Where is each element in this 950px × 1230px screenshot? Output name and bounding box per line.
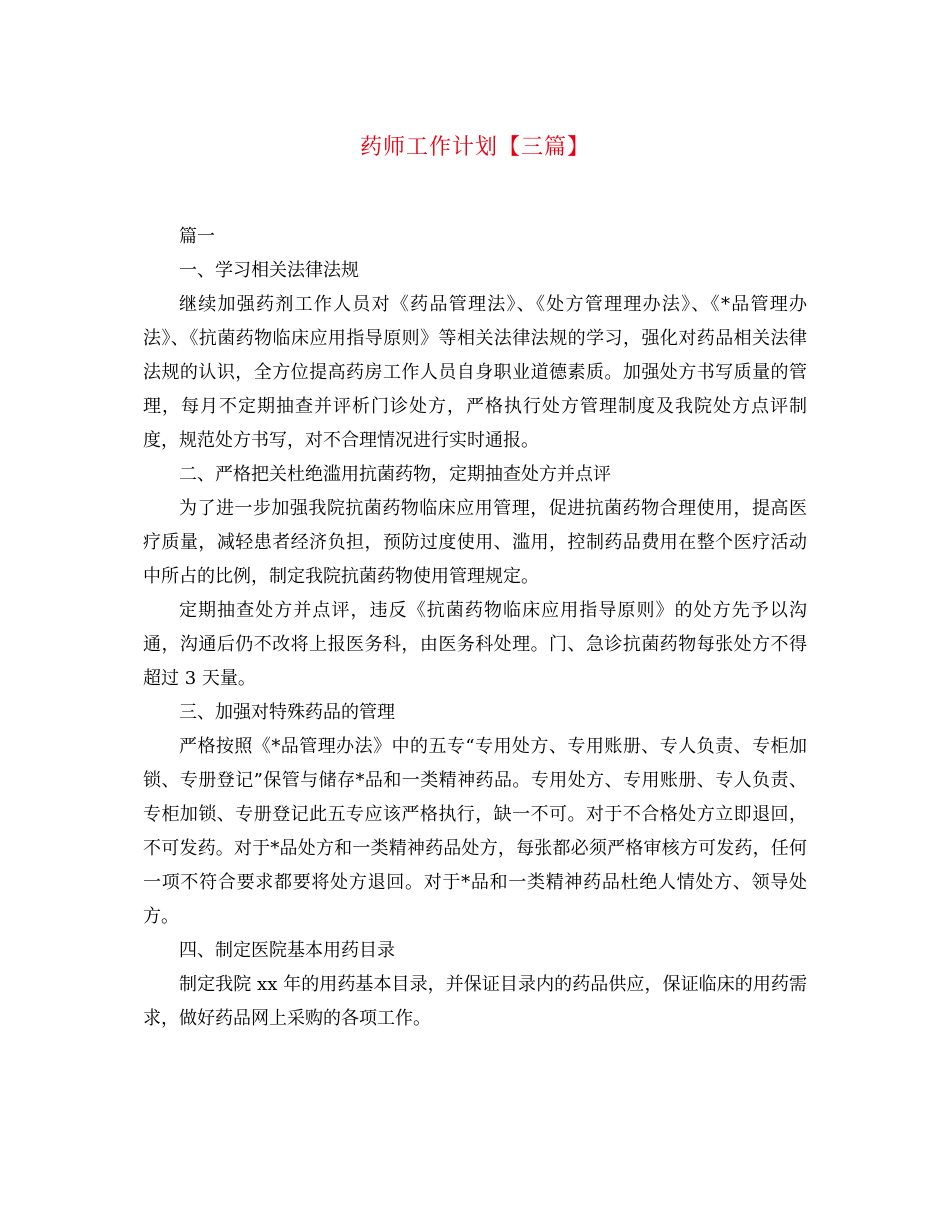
paragraph-4: 严格按照《*品管理办法》中的五专“专用处方、专用账册、专人负责、专柜加锁、专册登记”保管与储存*品和一类精神药品。专用处方、专用账册、专人负责、专柜加锁、专册登记此五专应该严格执行，缺一不可。对于不合格处方立即退回，不可发药。对于*品处方和一类精神药品处方，每张都必须严格审核方可发药，任何一项不符合要求都要将处方退回。对于*品和一类精神药品杜绝人情处方、领导处方。 bbox=[143, 736, 807, 927]
section-heading-2: 二、严格把关杜绝滥用抗菌药物，定期抽查处方并点评 bbox=[179, 464, 611, 485]
paragraph-1: 继续加强药剂工作人员对《药品管理法》、《处方管理理办法》、《*品管理办法》、《抗菌药物临床应用指导原则》等相关法律法规的学习，强化对药品相关法律法规的认识，全方位提高药房工作人员自身职业道德素质。加强处方书写质量的管理，每月不定期抽查并评析门诊处方，严格执行处方管理制度及我院处方点评制度，规范处方书写，对不合理情况进行实时通报。 bbox=[143, 294, 807, 451]
document-body bbox=[143, 220, 807, 1036]
section-heading-1: 一、学习相关法律法规 bbox=[179, 260, 359, 281]
paragraph-5: 制定我院 xx 年的用药基本目录，并保证目录内的药品供应，保证临床的用药需求，做好药品网上采购的各项工作。 bbox=[143, 974, 807, 1029]
paragraph-2: 为了进一步加强我院抗菌药物临床应用管理，促进抗菌药物合理使用，提高医疗质量，减轻患者经济负担，预防过度使用、滥用，控制药品费用在整个医疗活动中所占的比例，制定我院抗菌药物使用管理规定。 bbox=[143, 498, 807, 587]
paragraph-3: 定期抽查处方并点评，违反《抗菌药物临床应用指导原则》的处方先予以沟通，沟通后仍不改将上报医务科，由医务科处理。门、急诊抗菌药物每张处方不得超过 3 天量。 bbox=[143, 600, 807, 689]
section-heading-4: 四、制定医院基本用药目录 bbox=[179, 940, 395, 961]
section-heading-3: 三、加强对特殊药品的管理 bbox=[179, 702, 395, 723]
document-title: 药师工作计划【三篇】 bbox=[359, 135, 590, 160]
section-label: 篇一 bbox=[179, 226, 215, 247]
